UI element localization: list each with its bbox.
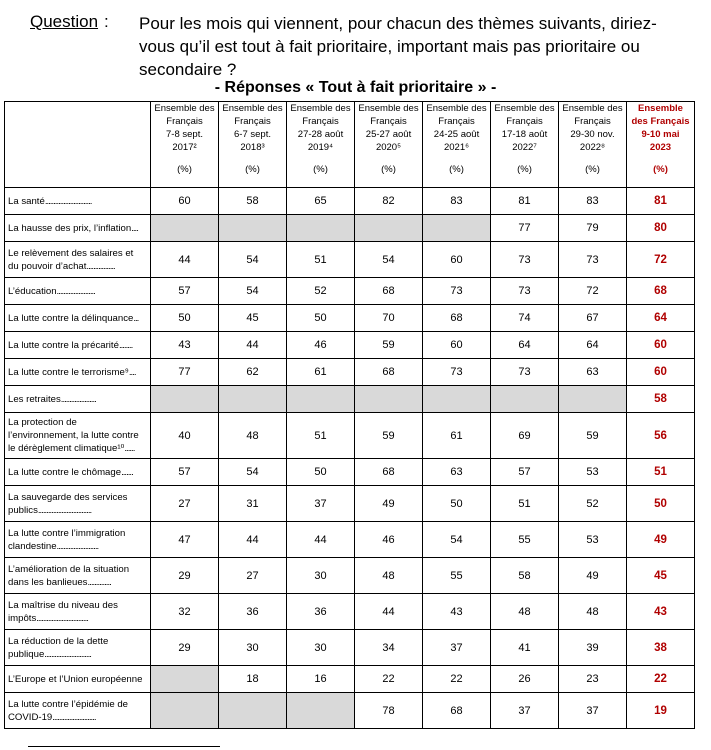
value-cell: 73: [423, 359, 491, 386]
row-theme-label: [5, 522, 151, 558]
column-header: [423, 102, 491, 188]
value-cell: 69: [491, 413, 559, 459]
value-cell: 55: [491, 522, 559, 558]
value-cell: 53: [559, 459, 627, 486]
table-subtitle: - Réponses « Tout à fait prioritaire » -: [214, 79, 497, 96]
footnote-separator: [28, 746, 220, 747]
column-header-line: 2018³: [240, 142, 265, 153]
value-cell: 27: [151, 486, 219, 522]
theme-label-line: La protection de: [8, 417, 77, 428]
value-cell: 58: [627, 386, 695, 413]
table-row: [5, 413, 695, 459]
value-cell: 59: [355, 332, 423, 359]
column-header-line: Ensemble des: [494, 103, 555, 114]
value-cell: 68: [627, 278, 695, 305]
value-cell: 68: [423, 305, 491, 332]
value-cell: 48: [355, 558, 423, 594]
column-header-line: 9-10 mai: [641, 129, 680, 140]
header-theme-cell: [5, 102, 151, 188]
column-header-line: des Français: [631, 116, 690, 127]
column-header-line: 2022⁷: [512, 142, 537, 153]
value-cell: 50: [287, 459, 355, 486]
column-unit: (%): [381, 164, 396, 175]
leader-dots: ...............................: [36, 612, 88, 624]
theme-label-line: La lutte contre l’épidémie de: [8, 698, 128, 710]
value-cell: 60: [423, 242, 491, 278]
value-cell: 74: [491, 305, 559, 332]
table-body: [5, 188, 695, 729]
column-header-line: 2017²: [172, 142, 197, 153]
value-cell: 50: [287, 305, 355, 332]
value-cell: 63: [559, 359, 627, 386]
row-theme-label: [5, 332, 151, 359]
column-unit: (%): [653, 164, 668, 175]
value-cell: 37: [491, 693, 559, 729]
value-cell: 27: [219, 558, 287, 594]
value-cell: 51: [287, 242, 355, 278]
leader-dots: .......: [121, 466, 133, 478]
leader-dots: ................................: [37, 504, 92, 516]
column-unit: (%): [585, 164, 600, 175]
value-cell: 62: [219, 359, 287, 386]
value-cell: 60: [151, 188, 219, 215]
table-row: [5, 522, 695, 558]
value-cell: 43: [423, 594, 491, 630]
column-header-line: 2023: [649, 142, 672, 153]
value-cell: 54: [423, 522, 491, 558]
value-cell: 64: [559, 332, 627, 359]
empty-cell: [219, 693, 287, 729]
column-header-line: Ensemble des: [222, 103, 283, 114]
row-theme-label: [5, 188, 151, 215]
value-cell: 44: [287, 522, 355, 558]
value-cell: 30: [219, 630, 287, 666]
column-header-line: Français: [506, 116, 543, 127]
value-cell: 73: [423, 278, 491, 305]
table-row: [5, 459, 695, 486]
theme-label-line: La hausse des prix, l’inflation: [8, 222, 132, 234]
theme-label-line: publique: [8, 648, 45, 660]
value-cell: 54: [219, 459, 287, 486]
value-cell: 44: [151, 242, 219, 278]
value-cell: 48: [559, 594, 627, 630]
value-cell: 63: [423, 459, 491, 486]
empty-cell: [151, 693, 219, 729]
leader-dots: ...: [133, 312, 139, 324]
value-cell: 51: [627, 459, 695, 486]
row-theme-label: [5, 630, 151, 666]
leader-dots: .................: [86, 260, 115, 272]
value-cell: 68: [355, 359, 423, 386]
value-cell: 53: [559, 522, 627, 558]
value-cell: 68: [355, 278, 423, 305]
value-cell: 44: [219, 522, 287, 558]
value-cell: 52: [287, 278, 355, 305]
value-cell: 48: [219, 413, 287, 459]
theme-label-line: L’Europe et l’Union européenne: [8, 673, 143, 685]
column-header-line: 24-25 août: [433, 129, 480, 140]
column-header-line: 2022⁸: [579, 142, 606, 153]
value-cell: 65: [287, 188, 355, 215]
column-header-line: Ensemble des: [290, 103, 351, 114]
value-cell: 58: [491, 558, 559, 594]
value-cell: 56: [627, 413, 695, 459]
empty-cell: [287, 693, 355, 729]
leader-dots: .......................: [56, 285, 95, 297]
column-header-line: Ensemble: [638, 103, 683, 114]
table-row: [5, 305, 695, 332]
value-cell: 46: [355, 522, 423, 558]
value-cell: 49: [355, 486, 423, 522]
leader-dots: ........: [118, 339, 133, 351]
table-row: [5, 278, 695, 305]
table-row: [5, 558, 695, 594]
value-cell: 54: [219, 278, 287, 305]
theme-label-line: La lutte contre la précarité: [8, 339, 119, 351]
row-theme-label: [5, 594, 151, 630]
value-cell: 38: [627, 630, 695, 666]
table-row: [5, 630, 695, 666]
value-cell: 30: [287, 558, 355, 594]
column-header: [355, 102, 423, 188]
column-header-line: 7-8 sept.: [166, 129, 203, 140]
value-cell: 39: [559, 630, 627, 666]
value-cell: 41: [491, 630, 559, 666]
value-cell: 61: [423, 413, 491, 459]
value-cell: 32: [151, 594, 219, 630]
column-unit: (%): [313, 164, 328, 175]
theme-label-line: La lutte contre le terrorisme⁹: [8, 366, 129, 378]
theme-label-line: Le relèvement des salaires et: [8, 247, 134, 259]
value-cell: 57: [491, 459, 559, 486]
row-theme-label: [5, 693, 151, 729]
row-theme-label: [5, 459, 151, 486]
value-cell: 47: [151, 522, 219, 558]
column-header-line: 29-30 nov.: [570, 129, 615, 140]
empty-cell: [355, 215, 423, 242]
table-row: [5, 666, 695, 693]
value-cell: 73: [491, 359, 559, 386]
theme-label-line: L’amélioration de la situation: [8, 563, 130, 575]
theme-label-line: le dérèglement climatique¹⁰: [8, 443, 125, 454]
column-header: [151, 102, 219, 188]
table-row: [5, 215, 695, 242]
empty-cell: [151, 666, 219, 693]
empty-cell: [287, 215, 355, 242]
value-cell: 79: [559, 215, 627, 242]
column-header-line: Français: [302, 116, 339, 127]
column-header-line: Ensemble des: [426, 103, 487, 114]
theme-label-line: COVID-19: [8, 711, 53, 723]
column-unit: (%): [245, 164, 260, 175]
column-header-line: 17-18 août: [501, 129, 548, 140]
empty-cell: [423, 215, 491, 242]
value-cell: 54: [355, 242, 423, 278]
value-cell: 68: [423, 693, 491, 729]
value-cell: 59: [355, 413, 423, 459]
value-cell: 55: [423, 558, 491, 594]
empty-cell: [219, 215, 287, 242]
value-cell: 83: [423, 188, 491, 215]
leader-dots: ..........................: [52, 711, 96, 723]
value-cell: 80: [627, 215, 695, 242]
column-header-line: Français: [370, 116, 407, 127]
value-cell: 50: [151, 305, 219, 332]
row-theme-label: [5, 486, 151, 522]
column-header: [219, 102, 287, 188]
value-cell: 60: [627, 359, 695, 386]
theme-label-line: publics: [8, 504, 38, 516]
empty-cell: [287, 386, 355, 413]
table-header-row: [5, 102, 695, 188]
row-theme-label: [5, 278, 151, 305]
value-cell: 50: [627, 486, 695, 522]
column-header-line: 2021⁶: [443, 142, 470, 153]
value-cell: 73: [491, 278, 559, 305]
row-theme-label: [5, 386, 151, 413]
theme-label-line: L’éducation: [8, 285, 57, 297]
row-theme-label: [5, 242, 151, 278]
theme-label-line: La santé: [8, 195, 45, 207]
value-cell: 68: [355, 459, 423, 486]
column-header-line: Ensemble des: [562, 103, 623, 114]
value-cell: 22: [355, 666, 423, 693]
empty-cell: [491, 386, 559, 413]
value-cell: 64: [627, 305, 695, 332]
leader-dots: ....: [131, 222, 138, 234]
table-row: [5, 242, 695, 278]
value-cell: 18: [219, 666, 287, 693]
value-cell: 26: [491, 666, 559, 693]
priority-table: [4, 101, 695, 729]
row-theme-label: [5, 666, 151, 693]
column-header-line: Français: [234, 116, 271, 127]
value-cell: 31: [219, 486, 287, 522]
value-cell: 23: [559, 666, 627, 693]
value-cell: 34: [355, 630, 423, 666]
value-cell: 60: [423, 332, 491, 359]
column-header: [287, 102, 355, 188]
value-cell: 57: [151, 278, 219, 305]
value-cell: 83: [559, 188, 627, 215]
theme-label-line: La lutte contre le chômage: [8, 466, 122, 478]
column-header-line: Français: [166, 116, 203, 127]
column-header: [627, 102, 695, 188]
value-cell: 72: [627, 242, 695, 278]
value-cell: 81: [491, 188, 559, 215]
column-header-line: Français: [574, 116, 611, 127]
theme-label-line: La lutte contre la délinquance: [8, 312, 134, 324]
leader-dots: ............................: [44, 195, 92, 207]
value-cell: 22: [627, 666, 695, 693]
value-cell: 81: [627, 188, 695, 215]
value-cell: 43: [151, 332, 219, 359]
empty-cell: [151, 386, 219, 413]
value-cell: 64: [491, 332, 559, 359]
value-cell: 29: [151, 630, 219, 666]
empty-cell: [559, 386, 627, 413]
column-header-line: 6-7 sept.: [234, 129, 271, 140]
value-cell: 37: [423, 630, 491, 666]
column-header-line: 2019⁴: [307, 142, 334, 153]
value-cell: 46: [287, 332, 355, 359]
row-theme-label: [5, 413, 151, 459]
theme-label-line: dans les banlieues: [8, 576, 88, 588]
table-row: [5, 693, 695, 729]
theme-label-line: impôts: [8, 612, 37, 624]
theme-label-line: du pouvoir d’achat: [8, 260, 87, 272]
table-row: [5, 594, 695, 630]
theme-label-line: La réduction de la dette: [8, 635, 109, 647]
theme-label-line: La maîtrise du niveau des: [8, 599, 118, 611]
table-row: [5, 486, 695, 522]
value-cell: 51: [287, 413, 355, 459]
value-cell: 67: [559, 305, 627, 332]
empty-cell: [423, 386, 491, 413]
value-cell: 45: [627, 558, 695, 594]
value-cell: 37: [287, 486, 355, 522]
leader-dots: .........................: [56, 540, 99, 552]
question-text: Pour les mois qui viennent, pour chacun des thèmes suivants, diriez-vous qu’il est tout à fait prioritaire, important mais pas prioritaire ou secondaire ?: [139, 14, 657, 79]
theme-label-line: clandestine: [8, 540, 57, 552]
value-cell: 44: [219, 332, 287, 359]
value-cell: 40: [151, 413, 219, 459]
theme-label-line: Les retraites: [8, 393, 61, 405]
value-cell: 60: [627, 332, 695, 359]
value-cell: 48: [491, 594, 559, 630]
value-cell: 36: [219, 594, 287, 630]
value-cell: 78: [355, 693, 423, 729]
leader-dots: .....................: [60, 393, 96, 405]
value-cell: 30: [287, 630, 355, 666]
value-cell: 70: [355, 305, 423, 332]
value-cell: 49: [559, 558, 627, 594]
empty-cell: [355, 386, 423, 413]
row-theme-label: [5, 558, 151, 594]
column-unit: (%): [449, 164, 464, 175]
leader-dots: ....: [128, 366, 136, 378]
value-cell: 59: [559, 413, 627, 459]
value-cell: 43: [627, 594, 695, 630]
table-row: [5, 188, 695, 215]
theme-label-line: La sauvegarde des services: [8, 491, 128, 503]
column-header-line: 2020⁵: [375, 142, 402, 153]
value-cell: 16: [287, 666, 355, 693]
value-cell: 37: [559, 693, 627, 729]
value-cell: 19: [627, 693, 695, 729]
column-unit: (%): [517, 164, 532, 175]
value-cell: 22: [423, 666, 491, 693]
row-theme-label: [5, 359, 151, 386]
table-row: [5, 332, 695, 359]
column-header-line: 25-27 août: [365, 129, 412, 140]
value-cell: 77: [491, 215, 559, 242]
column-header: [559, 102, 627, 188]
value-cell: 44: [355, 594, 423, 630]
column-header-line: 27-28 août: [297, 129, 344, 140]
value-cell: 58: [219, 188, 287, 215]
value-cell: 36: [287, 594, 355, 630]
table-row: [5, 359, 695, 386]
theme-label-line: l’environnement, la lutte contre: [8, 430, 139, 441]
value-cell: 73: [491, 242, 559, 278]
value-cell: 82: [355, 188, 423, 215]
value-cell: 45: [219, 305, 287, 332]
value-cell: 52: [559, 486, 627, 522]
column-header: [491, 102, 559, 188]
value-cell: 73: [559, 242, 627, 278]
leader-dots: ............................: [44, 648, 91, 660]
value-cell: 49: [627, 522, 695, 558]
column-unit: (%): [177, 164, 192, 175]
value-cell: 50: [423, 486, 491, 522]
empty-cell: [151, 215, 219, 242]
row-theme-label: [5, 215, 151, 242]
value-cell: 29: [151, 558, 219, 594]
question-label: Question: [30, 12, 99, 31]
leader-dots: ......: [124, 443, 135, 454]
column-header-line: Ensemble des: [154, 103, 215, 114]
empty-cell: [219, 386, 287, 413]
value-cell: 77: [151, 359, 219, 386]
value-cell: 54: [219, 242, 287, 278]
value-cell: 51: [491, 486, 559, 522]
question-colon: :: [104, 12, 109, 31]
value-cell: 57: [151, 459, 219, 486]
theme-label-line: La lutte contre l’immigration: [8, 527, 126, 539]
value-cell: 72: [559, 278, 627, 305]
column-header-line: Ensemble des: [358, 103, 419, 114]
column-header-line: Français: [438, 116, 475, 127]
value-cell: 61: [287, 359, 355, 386]
leader-dots: ..............: [87, 576, 111, 588]
table-row: [5, 386, 695, 413]
row-theme-label: [5, 305, 151, 332]
